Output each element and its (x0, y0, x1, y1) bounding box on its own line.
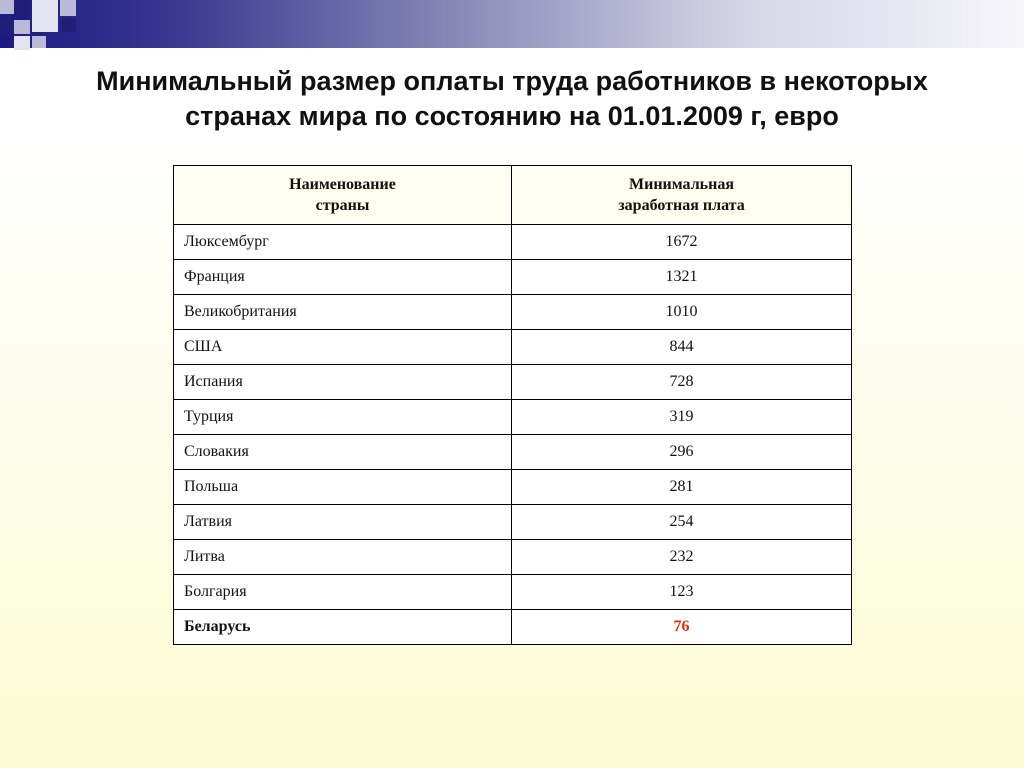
wage-cell: 319 (512, 400, 852, 435)
table-row (174, 295, 852, 330)
table-body (174, 225, 852, 645)
table-row-highlight (174, 610, 852, 645)
table-row (174, 225, 852, 260)
country-cell: Беларусь (174, 610, 512, 645)
slide-title-line: Минимальный размер оплаты труда работников в некоторых (96, 66, 928, 96)
decor-square (62, 18, 76, 32)
table-row (174, 435, 852, 470)
country-cell: США (174, 330, 512, 365)
wage-cell: 281 (512, 470, 852, 505)
header-wage-line: заработная плата (618, 197, 745, 214)
table-row (174, 400, 852, 435)
wage-cell: 1672 (512, 225, 852, 260)
country-cell: Польша (174, 470, 512, 505)
table-row (174, 540, 852, 575)
wage-cell: 728 (512, 365, 852, 400)
slide-title (0, 64, 1024, 134)
header-country (174, 166, 512, 225)
country-cell: Словакия (174, 435, 512, 470)
header-wage (512, 166, 852, 225)
wage-cell-highlight: 76 (512, 610, 852, 645)
decor-square (0, 0, 14, 14)
decor-square (14, 20, 30, 34)
header-band (0, 0, 1024, 48)
decor-square (32, 0, 58, 32)
table-row (174, 470, 852, 505)
table-row (174, 330, 852, 365)
wage-cell: 232 (512, 540, 852, 575)
decor-square (14, 0, 30, 16)
decor-square (60, 0, 76, 16)
wage-cell: 123 (512, 575, 852, 610)
wage-cell: 1321 (512, 260, 852, 295)
country-cell: Великобритания (174, 295, 512, 330)
wage-cell: 1010 (512, 295, 852, 330)
header-wage-line: Минимальная (629, 176, 734, 193)
wage-cell: 254 (512, 505, 852, 540)
country-cell: Люксембург (174, 225, 512, 260)
table-row (174, 365, 852, 400)
header-country-line: страны (315, 197, 370, 214)
country-cell: Турция (174, 400, 512, 435)
table-header-row (174, 166, 852, 225)
decor-square (32, 36, 46, 48)
wage-cell: 296 (512, 435, 852, 470)
country-cell: Франция (174, 260, 512, 295)
decor-square (0, 18, 14, 34)
wage-table (173, 165, 852, 645)
slide-title-line: странах мира по состоянию на 01.01.2009 г, евро (185, 101, 839, 131)
table-row (174, 260, 852, 295)
table-row (174, 505, 852, 540)
country-cell: Болгария (174, 575, 512, 610)
country-cell: Латвия (174, 505, 512, 540)
table-row (174, 575, 852, 610)
header-country-line: Наименование (289, 176, 396, 193)
country-cell: Литва (174, 540, 512, 575)
country-cell: Испания (174, 365, 512, 400)
decor-square (14, 36, 30, 50)
wage-cell: 844 (512, 330, 852, 365)
